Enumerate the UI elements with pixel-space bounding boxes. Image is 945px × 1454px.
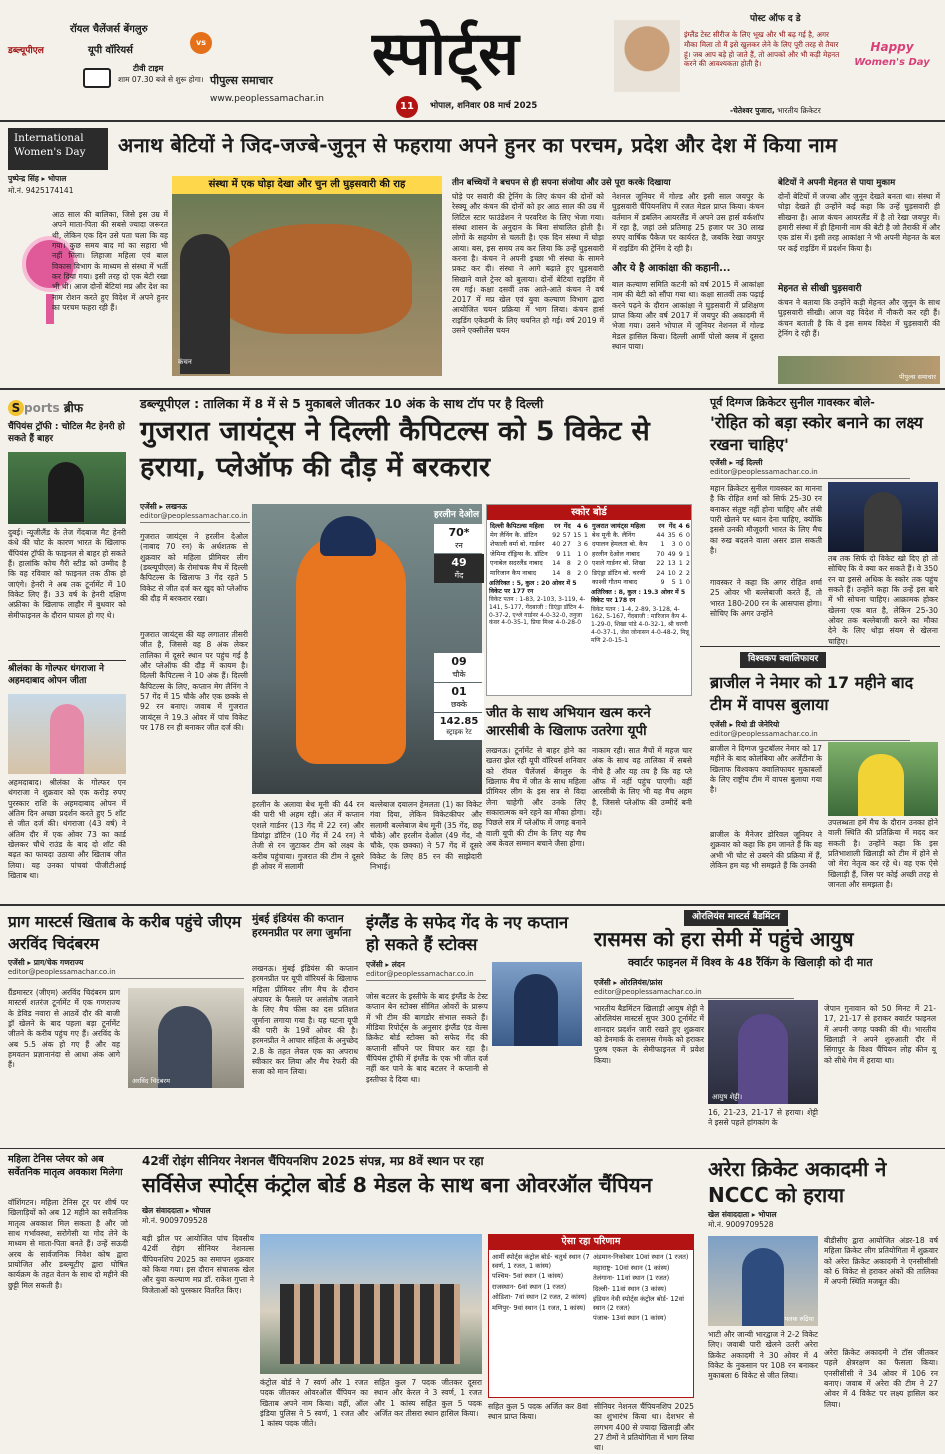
brief-text-1: दुबई। न्यूजीलैंड के तेज गेंदबाज मैट हेनरी कंधे की चोट के कारण भारत के खिलाफ चैंपियंस ट्रॉफी के फाइनल से बाहर हो सकते हैं। हालांकि कोच गैरी स्टीड को उम्मीद है कि वह रविवार को फाइनल तक ठीक हो जाएंगे। हेनरी ने अब तक टूर्नामेंट में 10 विकेट लिए हैं। 33 वर्ष के हेनरी दक्षिण अफ्रीका के खिलाफ लाहौर में बुधवार को सेमीफाइनल के दौरान घायल हो गए थे। bbox=[8, 528, 126, 620]
nccc-byline: खेल संवाददाता ▸ भोपाल मो.नं. 9009709528 bbox=[708, 1210, 777, 1229]
list-item: राजस्थान- 6वां स्थान (1 रजत) bbox=[492, 1282, 567, 1291]
wpl-vs-badge: vs bbox=[190, 32, 212, 54]
feature-rule bbox=[0, 388, 945, 390]
tennis-text: वॉशिंगटन। महिला टेनिस टूर पर शीर्ष पर खिलाड़ियों को अब 12 महीने का सवैतनिक मातृत्व अवकाश मिल सकता है और जो साथ गर्भावस्था, सरोगेसी या गोद लेने के माध्यम से माता-पिता बनते हैं। उन्हें सऊदी अरब के सार्वजनिक निवेश कोष द्वारा प्रायोजित और डब्ल्यूटीए द्वारा घोषित कार्यक्रम के तहत वेतन के साथ दो महीने की छुट्टी मिल सकती है। bbox=[8, 1198, 128, 1290]
list-item: पश्चिम- 5वां स्थान (1 कांस्य) bbox=[492, 1272, 564, 1281]
nccc-text-3: भाटी और जान्वी भारद्वाज ने 2-2 विकेट लिए। जवाबी पारी खेलने उतरी अरेरा क्रिकेट अकादमी ने 30 ओवर में 4 विकेट के नुकसान पर 108 रन बनाकर मुकाबला 6 विकेट से जीत लिया। bbox=[708, 1330, 818, 1381]
horse-photo-caption: कंचन bbox=[178, 358, 192, 366]
ayush-text-2: जेपान गुनावान को 50 मिनट में 21-17, 21-17 से हराकर क्वार्टर फाइनल में अपनी जगह पक्की की थी। भारतीय खिलाड़ी ने अपने शुरुआती दौर में सिंगापुर के विश्व चैंपियन लोह कीन यू को सीधे गेम में हराया था। bbox=[824, 1004, 936, 1065]
table-row: काश्वी गौतम नाबाद 9 5 1 0 bbox=[592, 578, 690, 587]
gavaskar-byline: एजेंसी ▸ नई दिल्ली editor@peoplessamachar.co.in bbox=[710, 458, 910, 479]
neymar-byline: एजेंसी ▸ रियो डी जेनेरियो editor@peoplessamachar.co.in bbox=[710, 720, 910, 741]
brief-text-2: अहमदाबाद। श्रीलंका के गोल्फर एन थंगराजा ने शुक्रवार को एक करोड़ रुपए पुरस्कार राशि के अहमदाबाद ओपन में अंतिम दिन अच्छा प्रदर्शन करते हुए 5 शॉट से जीत दर्ज की। थंगराजा (43 वर्ष) ने अंतिम दौर में एक ओवर 73 का कार्ड खेलकर चौथे राउंड के बाद दो शॉट की बढ़त का फायदा उठाया और खिताब जीत लिया। यह उनका पांचवां पीजीटीआई खिताब था। bbox=[8, 778, 126, 880]
table-row: मारिजान कैप नाबाद 14 8 2 0 bbox=[490, 568, 588, 577]
nccc-photo: पलक रुद्रिया bbox=[708, 1236, 818, 1326]
list-item: महाराष्ट्र- 10वां स्थान (1 कांस्य) bbox=[593, 1263, 670, 1272]
stokes-story bbox=[362, 908, 584, 1148]
mi-story bbox=[250, 908, 360, 1148]
list-item: आर्मी स्पोर्ट्स कंट्रोल बोर्ड- चतुर्थ स्थान (7 स्वर्ण, 1 रजत, 1 कांस्य) bbox=[492, 1253, 590, 1270]
list-item: ओडिशा- 7वां स्थान (2 रजत, 2 कांस्य) bbox=[492, 1293, 587, 1302]
stokes-byline: एजेंसी ▸ लंदन editor@peoplessamachar.co.in bbox=[366, 960, 486, 981]
horse-shape bbox=[212, 224, 412, 334]
stokes-text: जोस बटलर के इस्तीफे के बाद इंग्लैंड के टेस्ट कप्तान बेन स्टोक्स सीमित ओवरों के प्रारूप में भी टीम की बागडोर संभाल सकते हैं। मीडिया रिपोर्ट्स के अनुसार इंग्लैंड एंड वेल्स क्रिकेट बोर्ड स्टोक्स को सफेद गेंद की कप्तानी सौंपने पर विचार कर रहा है। चैंपियंस ट्रॉफी में इंग्लैंड के एक भी जीत दर्ज नहीं कर पाने के बाद बटलर ने कप्तानी से इस्तीफा दे दिया था। bbox=[366, 992, 488, 1084]
scoreboard-right bbox=[591, 521, 691, 682]
gavaskar-text-3: गावस्कर ने कहा कि अगर रोहित शर्मा 25 ओवर भी बल्लेबाजी करते हैं, तो भारत 180-200 रन के आसपास होगा। सोचिए कि अगर उन्होंने bbox=[710, 578, 822, 618]
list-item: इंडियन नेवी स्पोर्ट्स कंट्रोल बोर्ड- 12वां स्थान (2 रजत) bbox=[593, 1295, 684, 1312]
scoreboard-left-total: अतिरिक्त : 5, कुल : 20 ओवर में 5 विकेट पर 177 रन bbox=[489, 579, 577, 595]
gavaskar-text-1: महान क्रिकेटर सुनील गावस्कर का मानना है कि रोहित शर्मा को सिर्फ 25-30 रन बनाकर संतुष्ट नहीं होना चाहिए और लंबी पारी खेलने पर ध्यान देना चाहिए, क्योंकि इससे उनकी मौजूदगी भारत के लिए मैच का रुख बदलने वाला असर डाल सकती है। bbox=[710, 484, 822, 555]
nccc-text-2: अरेरा क्रिकेट अकादमी ने टॉस जीतकर पहले क्षेत्ररक्षण का फैसला किया। एनसीसीसी ने 34 ओवर में 106 रन बनाए। जवाब में अरेरा की टीम ने 27 ओवर में 4 विकेट पर लक्ष्य हासिल कर लिया। bbox=[824, 1348, 938, 1409]
scoreboard-left-text: विकेट पतन : 1-83, 2-103, 3-119, 4-141, 5-177, गेंदबाजी : डिएंड्रा डॉटिन 4-0-37-2, एश्ले गार्डनर 4-0-32-0, तनुजा कंवर 4-0-35-1, प्रिया मिश्रा 4-0-28-0 bbox=[489, 596, 586, 627]
wpl-tag: डब्ल्यूपीएल bbox=[8, 46, 44, 56]
harleen-stats bbox=[434, 524, 484, 789]
gavaskar-story bbox=[700, 392, 940, 644]
womens-day-feature bbox=[0, 124, 945, 386]
stat-sixes: 01 छक्के bbox=[434, 683, 484, 712]
scoreboard-right-head: गुजरात जायंट्स महिला रन गेंद 4 6 bbox=[592, 521, 690, 530]
henry-photo bbox=[8, 452, 126, 524]
list-item: अंडमान-निकोबार 10वां स्थान (1 रजत) bbox=[593, 1253, 689, 1261]
ayush-byline: एजेंसी ▸ ओरलियंस/फ्रांस editor@peoplessamachar.co.in bbox=[594, 978, 794, 999]
rcb-headline: जीत के साथ अभियान खत्म करने आरसीबी के खिलाफ उतरेगा यूपी bbox=[486, 705, 651, 740]
nccc-story bbox=[700, 1150, 940, 1445]
womens-col1-text: आठ साल की बालिका, जिसे इस उम्र में अपने माता-पिता की सबसे ज्यादा जरूरत थी, लेकिन एक दिन उसे पता चला कि वह गया। कुछ समय बाद मां का सहारा भी नहीं मिला। लिहाजा महिला एवं बाल विकास विभाग के माध्यम से संस्था में भर्ती कर दिया गया। इसी तरह दो एक बेटी रखा भी थी। आज दोनों बेटियां मप्र और देश का नाम रोशन करते हुए विदेश में अपने हुनर का परचम फहरा रही हैं। bbox=[52, 210, 168, 312]
post-quote: इंग्लैंड टेस्ट सीरीज के लिए भूख और भी बढ़ गई है, अगर मौका मिला तो मैं इसे खुलकर लेने के लिए पूरी तरह से तैयार हूं। जब आप बड़े हो जाते हैं, तो आपको और भी कड़ी मेहनत करने की आवश्यकता होती है। bbox=[684, 30, 840, 69]
wpl-team-2: यूपी वॉरियर्स bbox=[88, 45, 133, 56]
website-link[interactable]: www.peoplessamachar.in bbox=[210, 93, 324, 104]
tv-icon bbox=[83, 68, 111, 88]
chidambaram-story bbox=[0, 908, 246, 1148]
rowing-text-1: बड़ी झील पर आयोजित पांच दिवसीय 42वीं रोइंग सीनियर नेशनल्स चैंपियनशिप 2025 का समापन शुक्रवार को किया गया। इस दौरान संचालक खेल और युवा कल्याण मप्र डॉ. राकेश गुप्ता ने विजेताओं को पुरस्कार वितरित किए। bbox=[142, 1234, 254, 1295]
lead-col1: गुजरात जायंट्स ने हरलीन देओल (नाबाद 70 रन) के अर्धशतक से शुक्रवार को महिला प्रीमियर लीग (डब्ल्यूपीएल) के रोमांचक मैच में दिल्ली कैपिटल्स के खिलाफ 3 गेंद रहते 5 विकेट से जीत दर्ज कर खुद को प्लेऑफ की दौड़ में बरकरार रखा। bbox=[140, 532, 248, 603]
list-item: तेलंगाना- 11वां स्थान (1 रजत) bbox=[593, 1274, 670, 1283]
rowing-text-3: सहित कुल 7 पदक जीतकर दूसरा स्थान और केरल ने 3 स्वर्ण, 1 रजत और 1 कांस्य सहित कुल 5 पदक अर्जित कर तीसरा स्थान हासिल किया। bbox=[374, 1378, 482, 1418]
lead-kicker: डब्ल्यूपीएल : तालिका में 8 में से 5 मुकाबले जीतकर 10 अंक के साथ टॉप पर है दिल्ली bbox=[140, 396, 544, 411]
nccc-headline: अरेरा क्रिकेट अकादमी ने NCCC को हराया bbox=[708, 1157, 887, 1207]
rowing-byline: खेल संवाददाता ▸ भोपाल मो.नं. 9009709528 bbox=[142, 1206, 211, 1225]
womens-col4-text: नेशनल जूनियर में गोल्ड और इसी साल जयपुर के घुड़सवारी चैंपियनशिप में रजत मेडल प्राप्त किया। कंचन वर्तमान में डबलिन आयरलैंड में अपने उस हार्स वर्कशॉप में रहा है, जहां उसे प्रतिमाह 25 हजार पर 30 लाख रुपए वार्षिक पैकेज पर कार्यरत है, जबकि रेखा जयपुर में राइडिंग की ट्रेनिंग दे रही है। bbox=[612, 192, 764, 253]
results-head: ऐसा रहा परिणाम bbox=[489, 1235, 693, 1250]
tennis-story bbox=[0, 1150, 130, 1445]
stat-sr: 142.85 स्ट्राइक रेट bbox=[434, 713, 484, 739]
table-row: शेफाली वर्मा बो. गार्डनर 40 27 3 6 bbox=[490, 540, 588, 549]
ayush-photo: आयुष शेट्टी। bbox=[708, 1000, 818, 1104]
list-item: दिल्ली- 11वां स्थान (3 कांस्य) bbox=[593, 1284, 667, 1293]
rcb-text-2: नाकाम रही। सात मैचों में महज चार अंक के साथ वह तालिका में सबसे नीचे है और यह तय है कि वह प्ले ऑफ में नहीं पहुंच पाएगी। वहीं आरसीबी के लिए भी यह मैच अहम है, जिससे प्लेऑफ की उम्मीदें बनी रहें। bbox=[592, 746, 692, 817]
results-left bbox=[492, 1253, 590, 1312]
pujara-photo bbox=[614, 20, 680, 92]
stokes-photo bbox=[492, 962, 582, 1046]
brand-block bbox=[210, 74, 370, 114]
neymar-photo bbox=[828, 742, 938, 816]
rowing-kicker: 42वीं रोइंग सीनियर नेशनल चैंपियनशिप 2025 संपन्न, मप्र 8वें स्थान पर रहा bbox=[142, 1154, 484, 1168]
brief-head-1: चैंपियंस ट्रॉफी : चोटिल मैट हेनरी हो सकते हैं बाहर bbox=[8, 422, 125, 444]
table-row: मेग लैनिंग कै. डॉटिन 92 57 15 1 bbox=[490, 530, 588, 539]
tv-time-text: शाम 07.30 बजे से शुरू होगा। bbox=[118, 75, 204, 84]
brief-rule bbox=[8, 660, 126, 661]
rowing-photo bbox=[260, 1234, 482, 1374]
wpl-promo bbox=[8, 20, 233, 90]
masthead bbox=[0, 0, 945, 120]
nccc-text-1: बीडीसीए द्वारा आयोजित अंडर-18 वर्ष महिला क्रिकेट लीग प्रतियोगिता में शुक्रवार को अरेरा क्रिकेट अकादमी ने एनसीसीसी को 6 विकेट से हराकर अंकों की तालिका में अपनी स्थिति मजबूत की। bbox=[824, 1236, 938, 1287]
womens-byline: पुष्पेन्द्र सिंह ▸ भोपाल मो.नं. 9425174141 bbox=[8, 174, 74, 195]
womens-col5-text: दोनों बेटियों में जज्बा और जुनून देखते बनता था। संस्था में घोड़ा देखते ही उन्होंने कई कहा कि उन्हें घुड़सवारी ही सीखना है। आज कंचन आयरलैंड में है तो रेखा जयपुर में। हमारी संस्था में ही हिमानी नाम की बेटी है जो तैराकी में और एक डांस में। इसी तरह आकांक्षा ने भी अपनी मेहनत के बल पर कई राइडिंग में प्रदर्शन किया है। bbox=[778, 192, 940, 253]
gavaskar-text-2: तब तक सिर्फ दो विकेट खो दिए हो तो सोचिए कि वे क्या कर सकते हैं। वे 350 रन या इससे अधिक के स्कोर तक पहुंच सकते हैं। उन्होंने कहा कि उन्हें इस बारे में भी सोचना चाहिए। आक्रामक होकर खेलना एक बात है, लेकिन 25-30 ओवर तक बल्लेबाजी करने का मौका देने के लिए थोड़ा संयम से खेलना चाहिए। bbox=[828, 554, 938, 646]
scoreboard-right-total: अतिरिक्त : 8, कुल : 19.3 ओवर में 5 विकेट पर 178 रन bbox=[591, 589, 686, 605]
rcb-text-1: लखनऊ। टूर्नामेंट से बाहर होने का खतरा झेल रही यूपी वॉरियर्स शनिवार को रॉयल चैलेंजर्स बेंगलुरु के खिलाफ मैच में जीत के साथ महिला प्रीमियर लीग के इस सत्र से विदा लेना चाहेगी और उनके लिए सकारात्मक बने रहने का मौका होगा। पिछले सत्र में प्लेऑफ में जगह बनाने वाली यूपी की टीम के लिए यह मैच अब केवल सम्मान बचाने जैसा होगा। bbox=[486, 746, 586, 848]
sports-brief-logo: S ports ब्रीफ bbox=[8, 400, 83, 417]
table-row: हरलीन देओल नाबाद 70 49 9 1 bbox=[592, 549, 690, 558]
scoreboard-right-text: विकेट पतन : 1-4, 2-89, 3-128, 4-162, 5-167, गेंदबाजी : मारिजान कैप 4-1-29-0, शिखा पांडे 4-0-32-1, श्री चरणी 4-0-37-1, जेस जोनासन 4-0-48-2, मिन्नू मणि 2-0-15-1 bbox=[591, 605, 689, 644]
rowing-headline: सर्विसेज स्पोर्ट्स कंट्रोल बोर्ड 8 मेडल के साथ बना ओवरऑल चैंपियन bbox=[142, 1173, 653, 1197]
post-of-day bbox=[610, 14, 845, 118]
post-label: पोस्ट ऑफ द डे bbox=[750, 14, 801, 24]
scoreboard-left-table bbox=[489, 521, 589, 578]
rowing-text-5: सीनियर नेशनल चैंपियनशिप 2025 का शुभारंभ किया था। देशभर से लगभग 400 से ज्यादा खिलाड़ी और 27 टीमों ने प्रतियोगिता में भाग लिया था। bbox=[594, 1402, 694, 1453]
lead-col2: हरलीन के अलावा बेथ मूनी की 44 रन की पारी भी अहम रही। अंत में कप्तान एशले गार्डनर (13 गेंद में 22 रन) और डियांड्रा डॉटिन (10 गेंद में 24 रन) ने तेजी से रन जुटाकर टीम को लक्ष्य के करीब पहुंचाया। गुजरात की टीम ने दूसरे ही ओवर में सलामी bbox=[252, 800, 364, 871]
gavaskar-headline: 'रोहित को बड़ा स्कोर बनाने का लक्ष्य रखना चाहिए' bbox=[710, 413, 923, 454]
right-col-rule bbox=[700, 646, 940, 647]
quote-author: -चेतेश्वर पुजारा, भारतीय क्रिकेटर bbox=[730, 106, 821, 115]
riders-photo: पीपुल्स समाचार bbox=[778, 356, 940, 384]
neymar-headline: ब्राजील ने नेमार को 17 महीने बाद टीम में वापस बुलाया bbox=[710, 673, 914, 714]
womens-col3-text: घोड़े पर सवारी की ट्रेनिंग के लिए कंचन की दोनों को रेस्क्यू और कंचन की दोनों को हर आठ साल की उम्र में लिटिल स्टार फाउंडेशन ने परवरिश के लिए भेजा गया। संस्था शासन के अनुदान के बिना संचालित होती है। लोगों के सहयोग से चलती है। एक दिन संस्था में घोड़ा आया। बस, इस समय तय कर लिया कि उन्हें घुड़सवारी करना है। कंचन ने अपनी इच्छा भी संस्था के सामने प्रकट कर दी। संस्था ने आगे बढ़ाते हुए घुड़सवारी सिखाने वाले ट्रेनर को बुलाया। दोनों बेटियां राइडिंग में रम गई। कक्षा दसवीं तक आते-आते कंचन ने वर्ष 2017 में मप्र खेल एवं युवा कल्याण विभाग द्वारा आयोजित चयन प्रक्रिया में भाग लिया। कंचन हार्स राइडिंग एकेडमी के लिए चयनित हो गई। वर्ष 2019 में उसने एक्सीलेंस चयन bbox=[452, 192, 604, 336]
womens-col3-head: तीन बच्चियों ने बचपन से ही सपना संजोया और उसे पूरा करके दिखाया bbox=[452, 178, 671, 188]
lead-story bbox=[134, 392, 694, 902]
rowing-text-4: सहित कुल 5 पदक अर्जित कर 8वां स्थान प्राप्त किया। bbox=[488, 1402, 588, 1422]
neymar-text-1: ब्राजील ने दिग्गज फुटबॉलर नेमार को 17 महीने के बाद कोलंबिया और अर्जेंटीना के खिलाफ विश्वकप क्वालिफायर मुकाबलों के लिए राष्ट्रीय टीम में वापस बुलाया गया है। bbox=[710, 744, 822, 795]
stat-balls: 49 गेंद bbox=[434, 554, 484, 583]
list-item: पंजाब- 13वां स्थान (1 कांस्य) bbox=[593, 1314, 667, 1323]
brand-name: पीपुल्स समाचार bbox=[210, 74, 273, 87]
masthead-rule bbox=[0, 120, 945, 122]
ayush-story bbox=[588, 908, 940, 1148]
neymar-story bbox=[700, 650, 940, 902]
section-title: स्पोर्ट्स bbox=[372, 19, 520, 89]
scoreboard-left bbox=[489, 521, 589, 680]
sports-brief bbox=[0, 392, 130, 902]
table-row: दयालन हेमलता बो. कैप 1 3 0 0 bbox=[592, 540, 690, 549]
ayush-text-1: भारतीय बैडमिंटन खिलाड़ी आयुष शेट्टी ने ओरलियंस मास्टर्स सुपर 300 टूर्नामेंट में शानदार प्रदर्शन जारी रखते हुए शुक्रवार को डेनमार्क के रासमस गेमके को हराकर पुरुष एकल के सेमीफाइनल में प्रवेश किया। bbox=[594, 1004, 704, 1065]
scoreboard-left-head: दिल्ली कैपिटल्स महिला रन गेंद 4 6 bbox=[490, 521, 588, 530]
happy-womens-day-badge: Happy Women's Day bbox=[854, 40, 930, 68]
womens-col5-sub: मेहनत से सीखी घुड़सवारी bbox=[778, 284, 862, 294]
lead-headline: गुजरात जायंट्स ने दिल्ली कैपिटल्स को 5 विकेट से हराया, प्लेऑफ की दौड़ में बरकरार bbox=[140, 416, 651, 484]
gavaskar-kicker: पूर्व दिग्गज क्रिकेटर सुनील गावस्कर बोले- bbox=[710, 396, 875, 409]
dateline: भोपाल, शनिवार 08 मार्च 2025 bbox=[430, 101, 538, 111]
chidambaram-photo: अरविंद चिदंबरम bbox=[128, 988, 244, 1088]
gavaskar-photo bbox=[828, 482, 938, 552]
lead-col3: बल्लेबाज दयालन हेमलता (1) का विकेट गंवा दिया, लेकिन विकेटकीपर और सलामी बल्लेबाज बेथ मूनी (35 गेंद, छह चौके) और हरलीन देओल (49 गेंद, नौ चौके, एक छक्का) ने 57 गेंद में दूसरे विकेट के लिए 85 रन की साझेदारी निभाई। bbox=[370, 800, 482, 871]
stat-runs: 70* रन bbox=[434, 524, 484, 553]
rowing-story bbox=[134, 1150, 696, 1453]
ayush-subhead: क्वार्टर फाइनल में विश्व के 48 रैंकिंग के खिलाड़ी को दी मात bbox=[628, 956, 873, 969]
brief-head-2: श्रीलंका के गोल्फर धंगराजा ने अहमदाबाद ओपन जीता bbox=[8, 664, 104, 686]
rowing-text-2: कंट्रोल बोर्ड ने 7 स्वर्ण और 1 रजत पदक जीतकर ओवरऑल चैंपियन का खिताब अपने नाम किया। वहीं, ऑल इंडिया पुलिस ने 5 स्वर्ण, 1 रजत और 1 कांस्य पदक जीते। bbox=[260, 1378, 368, 1429]
lead-byline: एजेंसी ▸ लखनऊ editor@peoplessamachar.co.in bbox=[140, 502, 250, 523]
stat-fours: 09 चौके bbox=[434, 653, 484, 682]
womens-col4-text2: बाल कल्याण समिति कटनी को वर्ष 2015 में आकांक्षा नाम की बेटी को सौंपा गया था। कक्षा सातवीं तक पढ़ाई करने पढ़ने के दौरान आकांक्षा ने घुड़सवारी में प्रशिक्षण प्राप्त किया और वर्ष 2017 में जयपुर की अकादमी में भेजा गया। उसने भोपाल में जूनियर नेशनल में गोल्ड मेडल हासिल किया। दिल्ली आर्मी पोलो क्लब में दूसरा स्थान पाया। bbox=[612, 280, 764, 351]
mi-text: लखनऊ। मुंबई इंडियंस की कप्तान हरमनप्रीत पर यूपी वॉरियर्स के खिलाफ महिला प्रीमियर लीग मैच के दौरान अंपायर के फैसले पर असंतोष जताने के लिए मैच फीस का दस प्रतिशत जुर्माना लगाया गया है। यह घटना यूपी की पारी के 19वें ओवर की है। हरमनप्रीत ने आचार संहिता के अनुच्छेद 2.8 के तहत लेवल एक का अपराध स्वीकार कर लिया और मैच रेफरी की सजा को मान लिया। bbox=[252, 964, 358, 1077]
results-right bbox=[593, 1253, 691, 1323]
ayush-headline: रासमस को हरा सेमी में पहुंचे आयुष bbox=[594, 927, 854, 951]
table-row: एनाबेल सदरलैंड नाबाद 14 8 2 0 bbox=[490, 559, 588, 568]
list-item: मणिपुर- 9वां स्थान (1 रजत, 1 कांस्य) bbox=[492, 1303, 586, 1312]
neymar-kicker: विश्वकप क्वालिफायर bbox=[740, 652, 826, 668]
neymar-text-3: उपलब्धता हमें मैच के दौरान उनका होने वाली स्थिति की प्रतिक्रिया में मदद कर सकती है। उन्होंने कहा कि इस प्रतिभाशाली खिलाड़ी को टीम में होने से जो मेरा नेतृत्व कर रहे थे। वह एक ऐसे खिलाड़ी हैं, जिस पर कोई अच्छी तरह से जानता और समझता है। bbox=[828, 818, 938, 889]
horse-photo bbox=[172, 194, 442, 376]
womens-day-headline: अनाथ बेटियों ने जिद-जज्बे-जुनून से फहराया अपने हुनर का परचम, प्रदेश और देश में किया नाम bbox=[118, 133, 838, 157]
tennis-headline: महिला टेनिस प्लेयर को अब सर्वेतनिक मातृत्व अवकाश मिलेगा bbox=[8, 1154, 123, 1178]
table-row: एशले गार्डनर बो. शिखा 22 13 1 2 bbox=[592, 559, 690, 568]
helmet-shape bbox=[320, 516, 376, 556]
lead-col1b: गुजरात जायंट्स की यह लगातार तीसरी जीत है, जिससे वह 8 अंक लेकर तालिका में दूसरे स्थान पर पहुंच गई है और प्लेऑफ की दौड़ में कायम है। दिल्ली कैपिटल्स ने 10 अंक हैं। दिल्ली कैपिटल्स के लिए, कप्तान मेग लैनिंग ने 57 गेंद में 15 चौके और एक छक्के से 92 रन बनाए। जवाब में गुजरात जायंट्स ने 19.3 ओवर में पांच विकेट पर 178 रन ही बनाकर जीत दर्ज की। bbox=[140, 630, 248, 732]
harleen-name-tag: हरलीन देओल bbox=[434, 510, 480, 520]
tv-time-label: टीवी टाइम bbox=[133, 64, 164, 73]
thangaraja-photo bbox=[8, 694, 126, 774]
page-number: 11 bbox=[396, 96, 418, 118]
scoreboard-right-table bbox=[591, 521, 691, 587]
stokes-headline: इंग्लैंड के सफेद गेंद के नए कप्तान हो सकते हैं स्टोक्स bbox=[366, 913, 569, 955]
womens-col4-head: और ये है आकांक्षा की कहानी... bbox=[612, 263, 731, 274]
table-row: डिएंड्रा डॉटिन बो. चरणी 24 10 2 2 bbox=[592, 568, 690, 577]
batter-shape bbox=[296, 534, 406, 764]
scoreboard bbox=[486, 504, 692, 696]
ayush-kicker: ओरलियंस मास्टर्स बैडमिंटन bbox=[684, 910, 788, 926]
womens-col5-head: बेटियों ने अपनी मेहनत से पाया मुकाम bbox=[778, 178, 896, 188]
womens-col5-text2: कंचन ने बताया कि उन्होंने कड़ी मेहनत और जुनून के साथ घुड़सवारी सीखी। आज वह विदेश में नौकरी कर रही हैं। कंचन बताती है कि वे इस समय विदेश में घुड़सवारी की ट्रेनिंग दे रही हैं। bbox=[778, 298, 940, 338]
chidambaram-headline: प्राग मास्टर्स खिताब के करीब पहुंचे जीएम अरविंद चिदंबरम bbox=[8, 913, 242, 953]
neymar-text-2: ब्राजील के मैनेजर डोरिवल जूनियर ने शुक्रवार को कहा कि हम जानते हैं कि वह अभी भी चोट से उबरने की प्रक्रिया में हैं, लेकिन हम यह भी समझते हैं कि उनकी bbox=[710, 830, 822, 870]
person-shape bbox=[180, 234, 230, 374]
ayush-score: 16, 21-23, 21-17 से हराया। शेट्टी ने इससे पहले हांगकांग के bbox=[708, 1108, 818, 1128]
womens-day-badge: International Women's Day bbox=[8, 128, 108, 170]
wpl-team-1: रॉयल चैलेंजर्स बेंगलुरु bbox=[70, 24, 148, 35]
chidambaram-text: ग्रैंडमास्टर (जीएम) अरविंद चिदंबरम प्राग मास्टर्स शतरंज टूर्नामेंट में एक गणराज्य के डेविड नवारा से आठवें दौर की बाजी ड्रॉ खेलने के बाद पहला बड़ा टूर्नामेंट जीतने के करीब पहुंच गए हैं। अरविंद के अब 5.5 अंक हो गए हैं और वह हमवतन प्रज्ञानानंदा से आधा अंक आगे हैं। bbox=[8, 988, 120, 1070]
scoreboard-title: स्कोर बोर्ड bbox=[487, 505, 691, 520]
chidambaram-byline: एजेंसी ▸ प्राग/चेक गणराज्य editor@peoplessamachar.co.in bbox=[8, 958, 244, 979]
results-box bbox=[488, 1234, 694, 1398]
table-row: जेमिमा रॉड्रिग्स कै. डॉटिन 9 11 1 0 bbox=[490, 549, 588, 558]
mi-headline: मुंबई इंडियंस की कप्तान हरमनप्रीत पर लगा जुर्माना bbox=[252, 913, 351, 940]
mid-page-rule bbox=[0, 904, 945, 906]
lower-rule bbox=[0, 1148, 945, 1149]
horse-photo-banner: संस्था में एक घोड़ा देखा और चुन ली घुड़सवारी की राह bbox=[172, 176, 442, 194]
table-row: बेथ मूनी कै. लैनिंग 44 35 6 0 bbox=[592, 530, 690, 539]
